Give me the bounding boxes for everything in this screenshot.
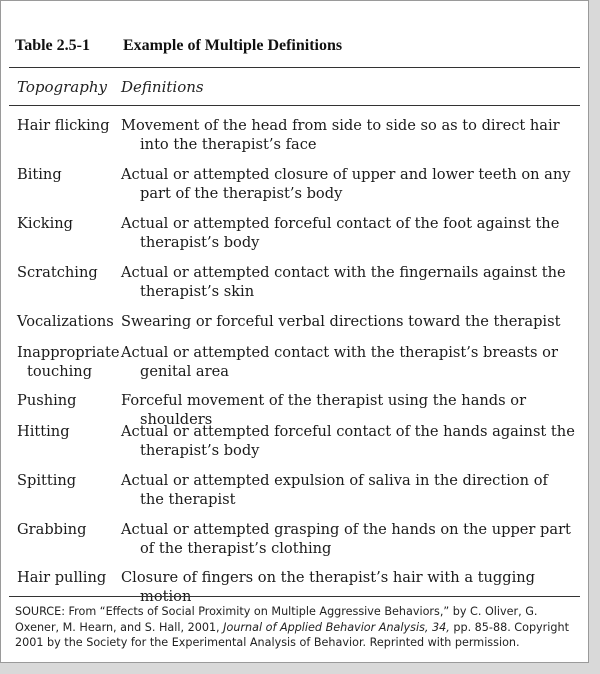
definition-cell: Actual or attempted grasping of the hands on the upper part of the therapist’s clothing [121,521,571,557]
table-number: Table 2.5-1 [15,37,90,54]
header-rule [9,105,580,106]
topography-cell: Hitting [17,423,70,440]
topography-cell: Scratching [17,264,98,281]
topography-cell: Hair flicking [17,117,110,134]
source-note [15,604,580,651]
definition-cell: Actual or attempted contact with the therapist’s breasts or genital area [121,344,558,380]
definition-cell: Closure of fingers on the therapist’s hair with a tugging motion [121,569,536,605]
topography-cell: Inappropriate touching [17,344,120,380]
definition-cell: Actual or attempted forceful contact of the hands against the therapist’s body [121,423,575,459]
header-topography: Topography [17,78,107,96]
topography-cell: Spitting [17,472,77,489]
source-tail: pp. 85-88. Copyright 2001 by the Society for the Experimental Analysis of Behavior. Reprinted with permission. [15,620,569,649]
table-title [15,37,342,55]
definition-cell: Actual or attempted contact with the fingernails against the therapist’s skin [121,264,566,300]
definition-cell: Actual or attempted expulsion of saliva in the direction of the therapist [121,472,548,508]
topography-cell: Hair pulling [17,569,107,586]
bottom-rule [9,596,580,597]
definition-cell: Forceful movement of the therapist using the hands or shoulders [121,392,527,428]
table-caption: Example of Multiple Definitions [123,37,343,54]
top-rule [9,67,580,68]
topography-cell: Vocalizations [17,313,114,330]
header-definitions: Definitions [121,78,204,96]
topography-cell: Kicking [17,215,73,232]
topography-cell: Grabbing [17,521,87,538]
definition-cell: Swearing or forceful verbal directions toward the therapist [121,313,561,330]
topography-cell: Biting [17,166,62,183]
source-lead: SOURCE: From “Effects of Social Proximity on Multiple Aggressive Behaviors,” by C. Oliver, G. Oxener, M. Hearn, and S. Hall, 2001, [15,605,538,634]
definition-cell: Movement of the head from side to side so as to direct hair into the therapist’s face [121,117,560,153]
definition-cell: Actual or attempted closure of upper and lower teeth on any part of the therapist’s body [121,166,571,202]
topography-cell: Pushing [17,392,77,409]
source-journal: Journal of Applied Behavior Analysis, 34, [223,620,450,634]
definition-cell: Actual or attempted forceful contact of the foot against the therapist’s body [121,215,560,251]
